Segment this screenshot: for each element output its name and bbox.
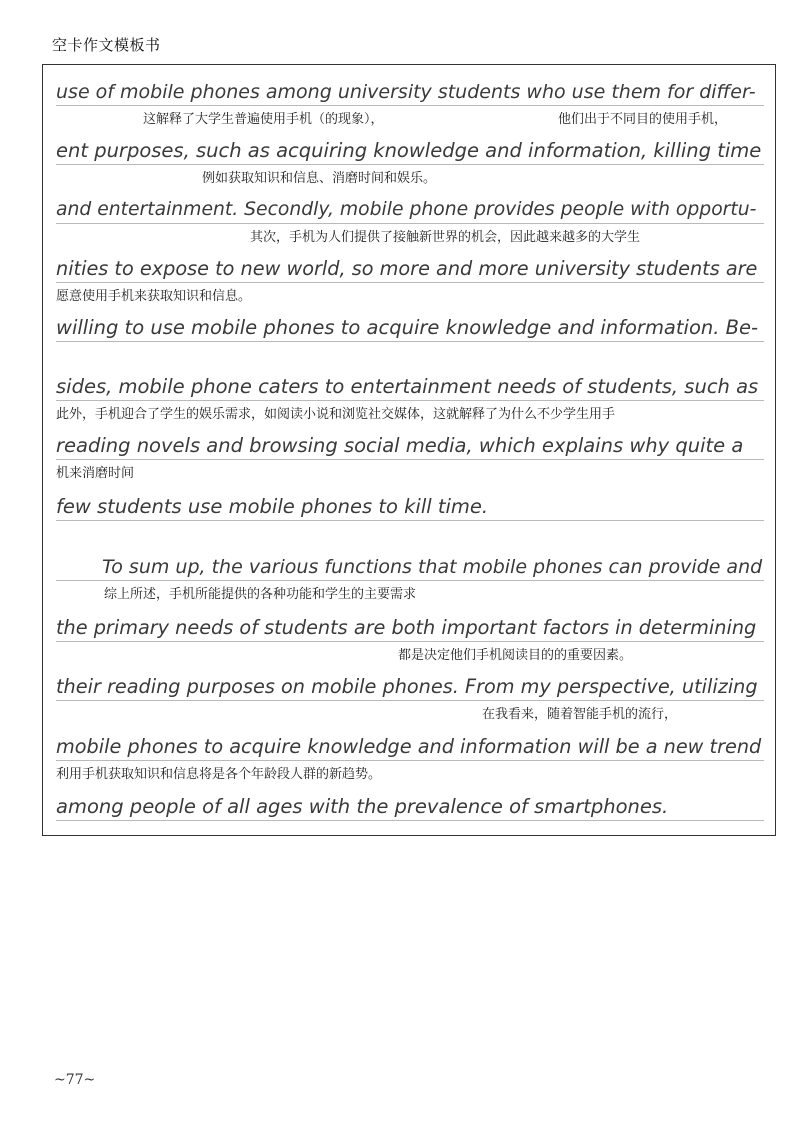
english-text: the primary needs of students are both important factors in determining bbox=[56, 616, 757, 639]
composition-line bbox=[0, 493, 800, 553]
composition-line bbox=[0, 196, 800, 256]
composition-line bbox=[0, 314, 800, 374]
english-text: among people of all ages with the prevalence of smartphones. bbox=[56, 795, 669, 818]
english-text: sides, mobile phone caters to entertainment needs of students, such as bbox=[56, 375, 759, 398]
book-title: 空卡作文模板书 bbox=[52, 36, 161, 54]
composition-line bbox=[0, 255, 800, 315]
writing-rule bbox=[56, 400, 764, 401]
writing-rule bbox=[56, 820, 764, 821]
writing-rule bbox=[56, 641, 764, 642]
writing-rule bbox=[56, 580, 764, 581]
composition-line bbox=[0, 553, 800, 613]
chinese-translation: 机来消磨时间 bbox=[56, 466, 135, 481]
writing-rule bbox=[56, 700, 764, 701]
page-number: ~77~ bbox=[54, 1072, 96, 1088]
english-text: mobile phones to acquire knowledge and information will be a new trend bbox=[56, 735, 762, 758]
chinese-translation: 综上所述，手机所能提供的各种功能和学生的主要需求 bbox=[104, 587, 417, 602]
writing-rule bbox=[56, 105, 764, 106]
composition-line bbox=[0, 614, 800, 674]
english-text: nities to expose to new world, so more and more university students are bbox=[56, 257, 758, 280]
chinese-translation: 这解释了大学生普遍使用手机（的现象）， bbox=[143, 112, 384, 127]
english-text: willing to use mobile phones to acquire knowledge and information. Be- bbox=[56, 316, 759, 339]
english-text: their reading purposes on mobile phones. From my perspective, utilizing bbox=[56, 675, 758, 698]
composition-line bbox=[0, 78, 800, 138]
chinese-translation: 在我看来，随着智能手机的流行， bbox=[482, 707, 678, 722]
writing-rule bbox=[56, 760, 764, 761]
writing-rule bbox=[56, 520, 764, 521]
writing-rule bbox=[56, 282, 764, 283]
chinese-translation: 其次，手机为人们提供了接触新世界的机会，因此越来越多的大学生 bbox=[250, 230, 641, 245]
english-text: reading novels and browsing social media, which explains why quite a bbox=[56, 434, 744, 457]
composition-line bbox=[0, 137, 800, 197]
composition-line bbox=[0, 733, 800, 793]
composition-line bbox=[0, 793, 800, 853]
composition-line bbox=[0, 432, 800, 492]
writing-rule bbox=[56, 164, 764, 165]
english-text: ent purposes, such as acquiring knowledge and information, killing time bbox=[56, 139, 762, 162]
chinese-translation: 都是决定他们手机阅读目的的重要因素。 bbox=[398, 648, 633, 663]
english-text: use of mobile phones among university students who use them for differ- bbox=[56, 81, 756, 103]
writing-rule bbox=[56, 459, 764, 460]
composition-line bbox=[0, 373, 800, 433]
chinese-translation: 利用手机获取知识和信息将是各个年龄段人群的新趋势。 bbox=[56, 767, 382, 782]
english-text: and entertainment. Secondly, mobile phone provides people with opportu- bbox=[56, 199, 757, 220]
composition-line bbox=[0, 673, 800, 733]
chinese-translation: 例如获取知识和信息、消磨时间和娱乐。 bbox=[202, 171, 437, 186]
chinese-translation: 此外，手机迎合了学生的娱乐需求，如阅读小说和浏览社交媒体，这就解释了为什么不少学生用手 bbox=[56, 407, 616, 422]
chinese-translation: 他们出于不同目的使用手机， bbox=[558, 112, 728, 127]
english-text: To sum up, the various functions that mobile phones can provide and bbox=[102, 556, 763, 578]
writing-rule bbox=[56, 341, 764, 342]
writing-rule bbox=[56, 223, 764, 224]
english-text: few students use mobile phones to kill time. bbox=[56, 495, 489, 518]
chinese-translation: 愿意使用手机来获取知识和信息。 bbox=[56, 289, 252, 304]
